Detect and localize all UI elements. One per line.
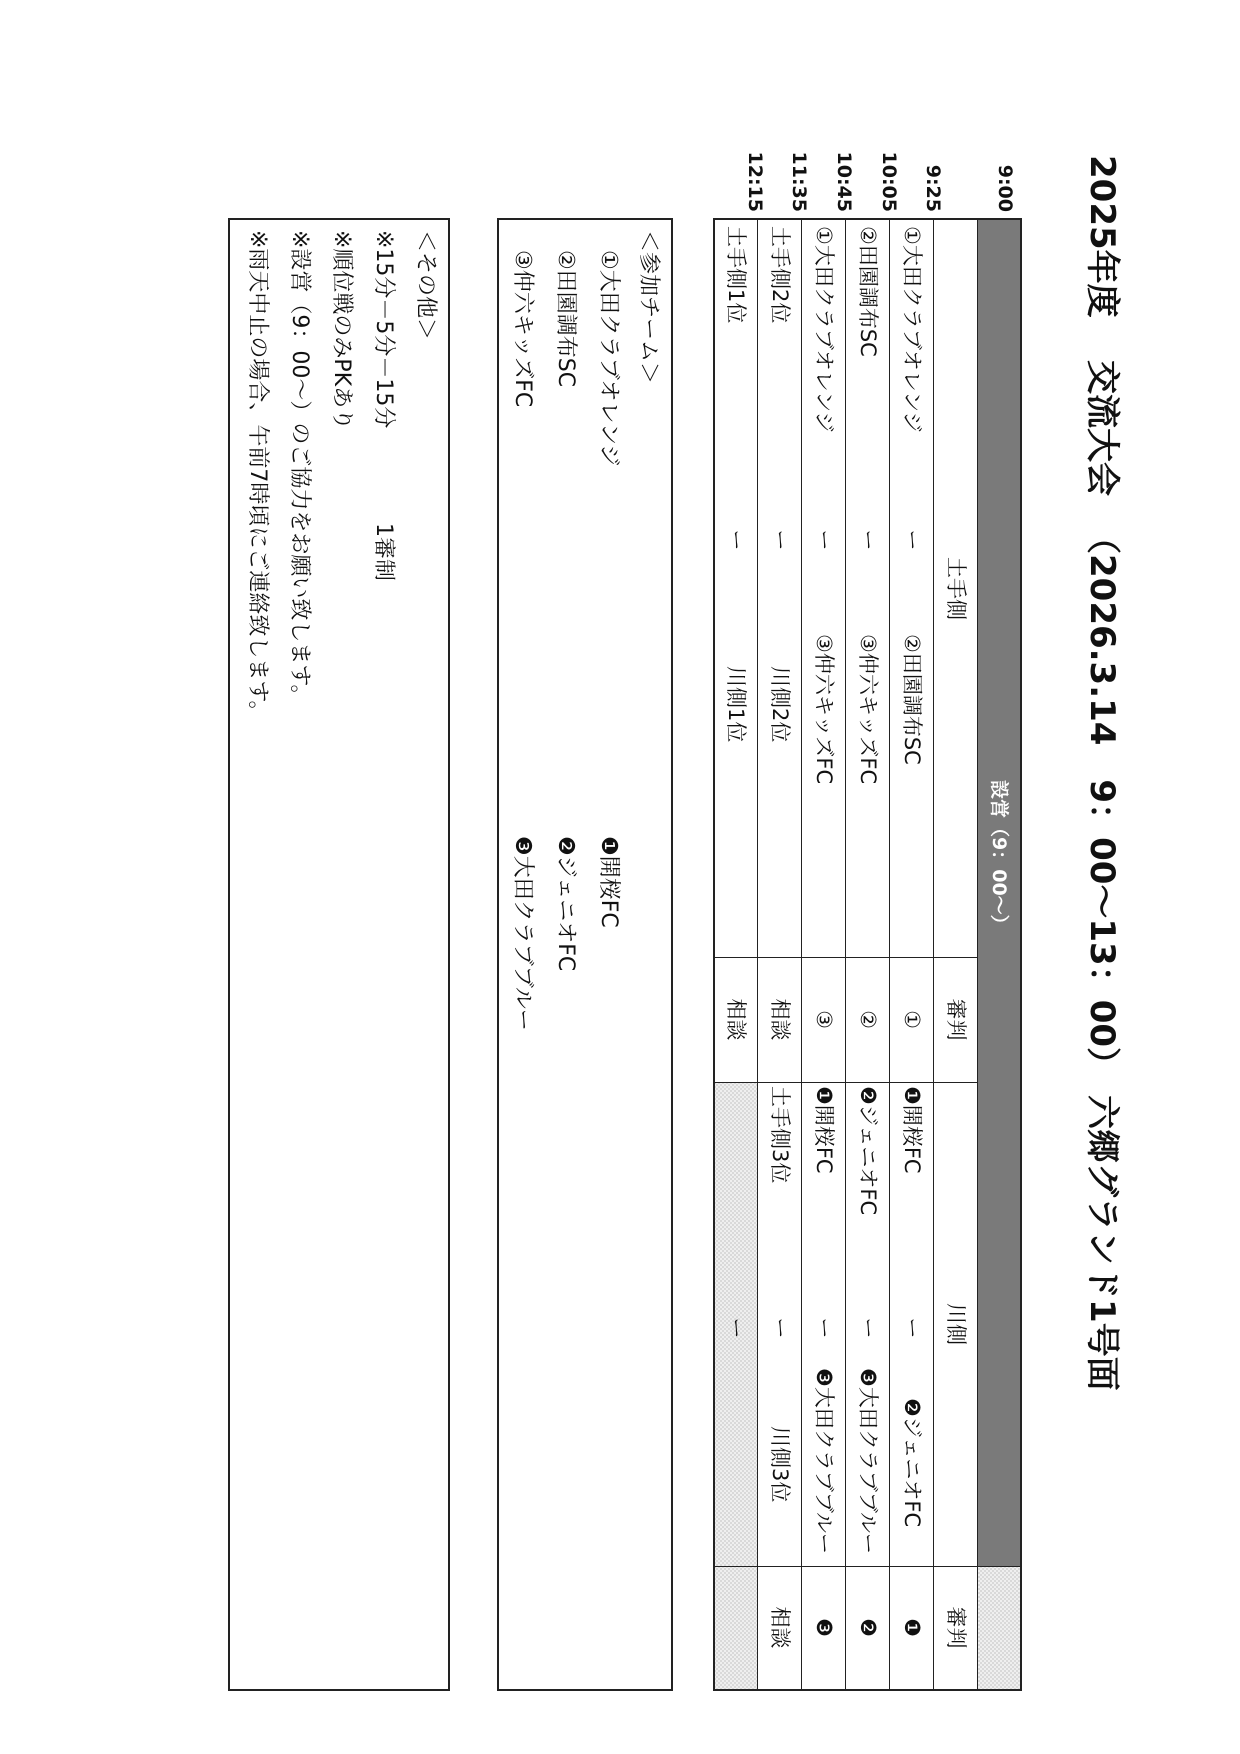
match-home-team: 土手側1位	[724, 226, 748, 324]
match-away-team: ❸大田クラブブルー	[856, 1368, 880, 1554]
header-referee: 審判	[944, 1606, 968, 1649]
match-dash: ー	[768, 1317, 792, 1339]
match-referee: ❷	[856, 1618, 880, 1637]
match-home-team: 土手側2位	[768, 226, 792, 324]
note-setup: ※設営（9：00〜）のご協力をお願い致します。	[287, 230, 312, 707]
setup-label: 設営（9：00〜）	[988, 780, 1010, 934]
match-home-team: 土手側3位	[768, 1086, 792, 1184]
match-home-team: ❶開桜FC	[812, 1086, 836, 1174]
schedule-table	[713, 218, 1022, 1691]
match-dash: ー	[900, 529, 924, 551]
match-dash: ー	[724, 529, 748, 551]
time-label: 9:00	[994, 164, 1016, 212]
match-away-team: ③仲六キッズFC	[856, 634, 880, 785]
match-away-team: ②田園調布SC	[900, 634, 924, 765]
match-dash: ー	[900, 1317, 924, 1339]
team-item: ②田園調布SC	[553, 250, 578, 388]
match-away-team: 川側3位	[768, 1426, 792, 1503]
match-referee: ②	[856, 1010, 880, 1029]
match-away-team: 川側1位	[724, 666, 748, 743]
team-item: ③仲六キッズFC	[510, 250, 535, 408]
note-format: ※15分－5分－15分	[371, 230, 396, 429]
match-away-team: ❷ジェニオFC	[900, 1398, 924, 1528]
setup-bar	[978, 220, 1020, 1689]
time-label: 12:15	[744, 151, 766, 212]
match-home-team: ❷ジェニオFC	[856, 1086, 880, 1216]
match-home-team: ①大田クラブオレンジ	[900, 226, 924, 433]
venue-title: 六郷グランド1号面	[1082, 1095, 1122, 1391]
match-away-team: 川側2位	[768, 666, 792, 743]
match-dash: ー	[812, 529, 836, 551]
match-home-team: ❶開桜FC	[900, 1086, 924, 1174]
match-referee: ③	[812, 1010, 836, 1029]
blocked-cell-top	[978, 1566, 1020, 1689]
header-dote-side: 土手側	[944, 557, 968, 620]
time-label: 10:05	[878, 151, 900, 212]
team-item: ❷ジェニオFC	[553, 836, 578, 972]
teams-heading: ＜参加チーム＞	[636, 230, 661, 385]
match-referee: ①	[900, 1010, 924, 1029]
time-label: 11:35	[788, 151, 810, 212]
teams-box	[497, 218, 673, 1691]
blocked-cell	[715, 1566, 758, 1689]
event-date-time: （2026.3.14 9：00〜13：00）	[1082, 520, 1122, 1082]
match-dash: ー	[812, 1317, 836, 1339]
match-away-team: ❸大田クラブブルー	[812, 1368, 836, 1554]
note-rain: ※雨天中止の場合、午前7時頃にご連絡致します。	[245, 230, 270, 723]
time-label: 9:25	[922, 164, 944, 212]
match-dash: ー	[856, 1317, 880, 1339]
team-item: ①大田クラブオレンジ	[596, 250, 621, 467]
note-referee: 1審制	[371, 523, 396, 581]
team-item: ❸大田クラブブルー	[510, 836, 535, 1031]
match-dash: ー	[768, 529, 792, 551]
match-referee: ❸	[812, 1618, 836, 1637]
match-dash: ー	[724, 1317, 748, 1339]
match-referee: ❶	[900, 1618, 924, 1637]
note-pk: ※順位戦のみPKあり	[329, 230, 354, 431]
match-referee: 相談	[724, 998, 748, 1041]
match-dash: ー	[856, 529, 880, 551]
match-referee: 相談	[768, 998, 792, 1041]
notes-box	[228, 218, 450, 1691]
match-home-team: ①大田クラブオレンジ	[812, 226, 836, 433]
notes-heading: ＜その他＞	[413, 230, 438, 341]
header-referee: 審判	[944, 998, 968, 1041]
match-away-team: ③仲六キッズFC	[812, 634, 836, 785]
team-item: ❶開桜FC	[596, 836, 621, 928]
header-kawa-side: 川側	[944, 1303, 968, 1345]
event-title: 交流大会	[1082, 360, 1122, 496]
time-label: 10:45	[833, 151, 855, 212]
match-home-team: ②田園調布SC	[856, 226, 880, 357]
year-label: 2025年度	[1082, 155, 1122, 318]
match-referee: 相談	[768, 1606, 792, 1649]
